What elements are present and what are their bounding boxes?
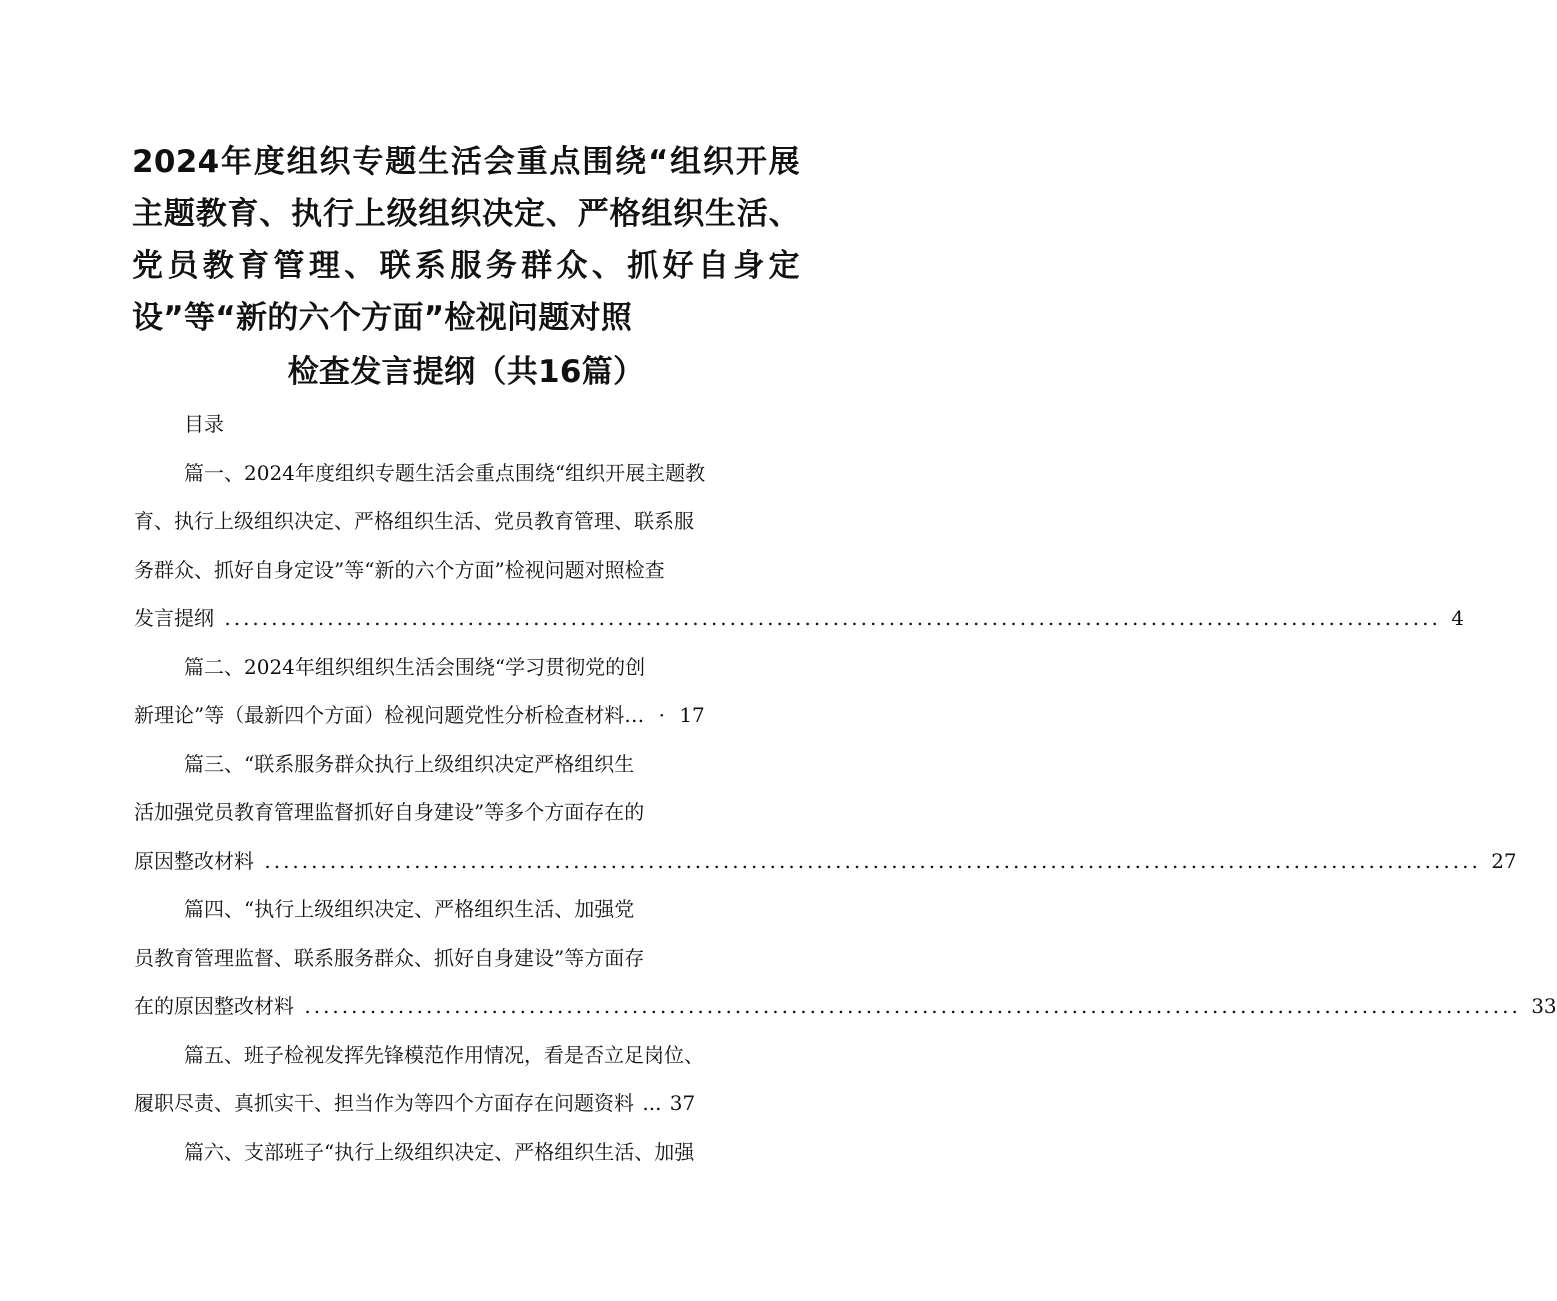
toc-entry-tail-text: 在的原因整改材料 (134, 994, 294, 1018)
toc-entry[interactable] (134, 1031, 794, 1128)
toc-entry-tail-text: 发言提纲 (134, 606, 214, 630)
toc-entry-last-line (134, 691, 794, 740)
toc-entry-line: 篇五、班子检视发挥先锋模范作用情况，看是否立足岗位、 (184, 1042, 704, 1067)
toc-entry-line: 育、执行上级组织决定、严格组织生活、党员教育管理、联系服 (134, 509, 694, 533)
toc-entry-line: 篇四、“执行上级组织决定、严格组织生活、加强党 (184, 897, 635, 921)
toc-entry-line: 篇三、“联系服务群众执行上级组织决定严格组织生 (184, 751, 635, 776)
toc-entry-tail-text: 新理论”等（最新四个方面）检视问题党性分析检查材料… (134, 703, 645, 727)
toc-entry-line: 篇二、2024年组织组织生活会围绕“学习贯彻党的创 (184, 654, 646, 679)
toc-leader-dot: · (658, 703, 665, 727)
toc-entry[interactable] (134, 1128, 794, 1177)
toc-page-number: 17 (679, 703, 705, 727)
toc-page-number: 27 (1491, 848, 1517, 873)
toc-page-number: 33 (1531, 994, 1557, 1018)
toc-entry-last-line (134, 837, 1517, 886)
toc-entry-last-line (134, 982, 1557, 1031)
toc-entry[interactable] (134, 885, 1557, 1031)
toc-leader-dots (264, 849, 1480, 873)
toc-entry-last-line (134, 594, 1464, 643)
toc-entry-line: 活加强党员教育管理监督抓好自身建设”等多个方面存在的 (134, 800, 645, 824)
toc-entry[interactable] (134, 643, 794, 740)
toc-entry-tail-text: 履职尽责、真抓实干、担当作为等四个方面存在问题资料 (134, 1091, 634, 1115)
toc-leader-dots (304, 994, 1520, 1018)
title-line: 题教育、执行上级组织决定、严格组织生活、党 (132, 196, 800, 284)
title-main (132, 136, 800, 344)
toc-leader-dot: ... (642, 1091, 662, 1115)
toc-entry-last-line (134, 1079, 794, 1128)
document-title (132, 136, 800, 398)
document-subtitle: 检查发言提纲（共16篇） (287, 354, 645, 390)
toc-entry-line: 篇一、2024年度组织专题生活会重点围绕“组织开展主题教 (184, 460, 706, 485)
toc-page-number: 4 (1451, 606, 1464, 630)
title-line: 2024年度组织专题生活会重点围绕“组织开展主 (132, 144, 800, 232)
toc-entry-line: 务群众、抓好自身定设”等“新的六个方面”检视问题对照检查 (134, 557, 665, 582)
toc-entry[interactable] (134, 449, 1464, 643)
title-line: 的六个方面”检视问题对照 (267, 300, 633, 336)
table-of-contents (134, 400, 1557, 1176)
toc-entry-line: 篇六、支部班子“执行上级组织决定、严格组织生活、加强 (184, 1139, 695, 1164)
toc-page-number: 37 (669, 1091, 696, 1115)
toc-entry[interactable] (134, 740, 1517, 886)
title-line: 员教育管理、联系服务群众、抓好自身定设”等“新 (132, 248, 800, 336)
toc-entry-tail-text: 原因整改材料 (134, 848, 254, 873)
toc-heading: 目录 (184, 412, 224, 436)
toc-leader-dots (224, 606, 1440, 630)
toc-entry-line: 员教育管理监督、联系服务群众、抓好自身建设”等方面存 (134, 945, 645, 970)
